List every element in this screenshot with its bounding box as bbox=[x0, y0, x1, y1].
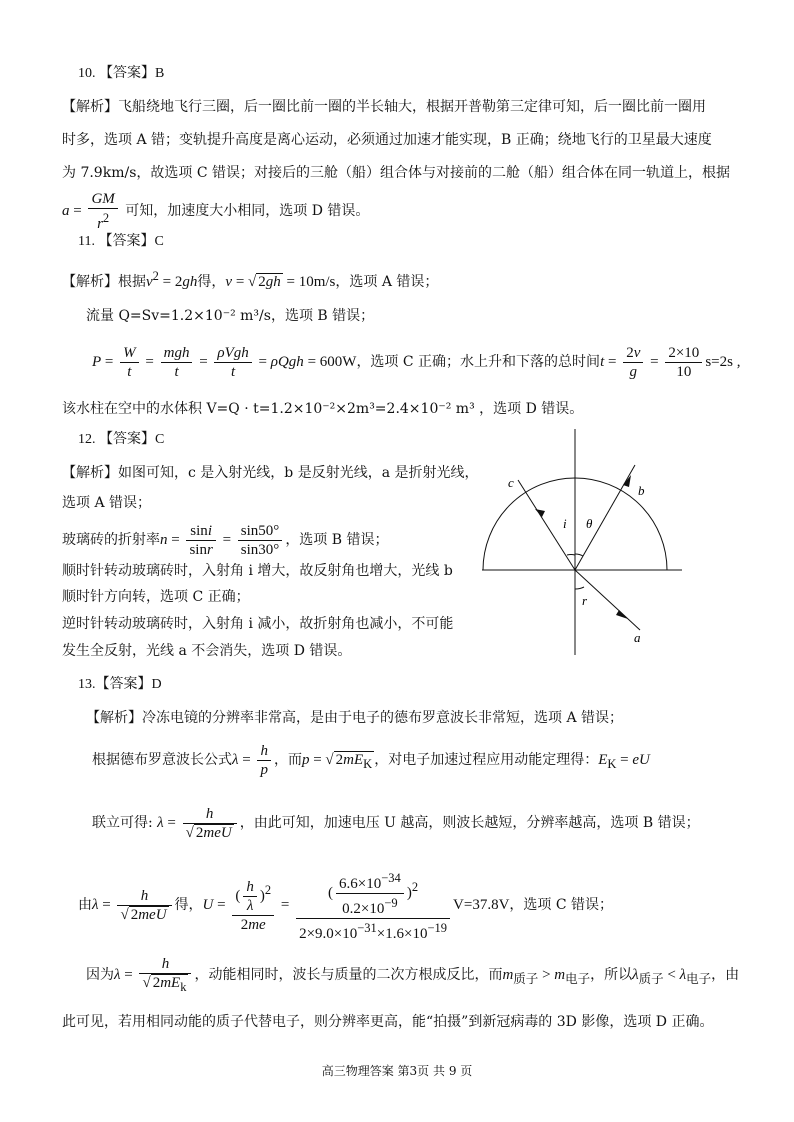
q13-line3-b: ，由此可知，加速电压 U 越高，则波长越短，分辨率越高，选项 B 错误； bbox=[239, 815, 700, 831]
q12-line4: 顺时针转动玻璃砖时，入射角 i 增大，故反射角也增大，光线 b bbox=[62, 563, 453, 579]
q13-line4-a: 由 bbox=[78, 897, 92, 913]
q11-line1-b: 得， bbox=[197, 274, 226, 290]
label-c: c bbox=[508, 475, 514, 490]
q13-line2-b: ，而 bbox=[273, 752, 302, 768]
q11-line1 bbox=[62, 266, 438, 292]
arrow-c-icon bbox=[535, 509, 545, 517]
q13-heading: 13.【答案】D bbox=[78, 677, 162, 692]
q13-line3 bbox=[92, 803, 700, 843]
formula-lambda-compare: $\lambda_{质子} < \lambda_{电子}$ bbox=[632, 967, 712, 986]
q13-line5-a: 因为 bbox=[86, 967, 114, 983]
formula-lambda-u-2: λ = $\frac{h}{\text{√ 2meU}}$ bbox=[92, 897, 175, 913]
formula-momentum: p = √ $2mE_K$ bbox=[301, 752, 373, 771]
formula-total-time: t = $\frac{2v}{g}$ = $\frac{2\times 10}{10}$ s=2s , bbox=[600, 345, 741, 381]
formula-lambda-u: λ = $\frac{h}{\text{√ 2meU}}$ bbox=[157, 815, 240, 831]
formula-power: P = $\frac{W}{t}$ = $\frac{\text{mgh}}{t}$ = $\frac{\text{ρVgh}}{t}$ = ρQgh = 600W bbox=[92, 345, 357, 381]
q13-line6: 此可见，若用相同动能的质子代替电子，则分辨率更高，能“拍摄”到新冠病毒的 3D 影像，选项 D 正确。 bbox=[62, 1014, 714, 1030]
optics-diagram bbox=[470, 425, 690, 660]
q13-line2 bbox=[92, 740, 650, 784]
q12-line3-a: 玻璃砖的折射率 bbox=[62, 532, 160, 548]
q10-line2: 时多，选项 A 错；变轨提升高度是离心运动，必须通过加速才能实现，B 正确；绕地飞行的卫星最大速度 bbox=[62, 132, 712, 148]
q12-line5: 顺时针方向转，选项 C 正确； bbox=[62, 589, 250, 605]
formula-v-sqrt: v = √ 2gh = 10m/s bbox=[225, 274, 336, 290]
q13-line2-c: ，对电子加速过程应用动能定理得： bbox=[374, 752, 599, 768]
label-theta: θ bbox=[586, 516, 593, 531]
q13-line5 bbox=[86, 955, 739, 999]
q12-heading: 12. 【答案】C bbox=[78, 432, 165, 447]
q12-line3-b: ，选项 B 错误； bbox=[285, 532, 389, 548]
q10-line4-text: 可知，加速度大小相同，选项 D 错误。 bbox=[125, 202, 370, 219]
arrow-a-icon bbox=[616, 610, 628, 619]
q12-line3 bbox=[62, 520, 389, 560]
q13-line1: 【解析】冷冻电镜的分辨率非常高，是由于电子的德布罗意波长非常短，选项 A 错误； bbox=[86, 710, 624, 726]
refraction-arc bbox=[575, 587, 584, 589]
q12-line1: 【解析】如图可知，c 是入射光线，b 是反射光线，a 是折射光线， bbox=[62, 465, 479, 481]
q10-line1: 【解析】飞船绕地飞行三圈，后一圈比前一圈的半长轴大，根据开普勒第三定律可知，后一圈比前一圈用 bbox=[62, 99, 706, 115]
formula-voltage: U = ( $\frac{h}{\lambda}$ )$^2$ 2me = ( $\frac{6.6\times 10^{-34}}{0.2\times 10^{-9}}$ )$^2$ $2\times 9.0\times 10^{-31}\times 1.6\times 10^{-19}$ V=37.8V bbox=[202, 870, 510, 942]
formula-gravity-accel: a = $\frac{GM}{r^2}$ bbox=[62, 203, 121, 219]
q12-line2: 选项 A 错误； bbox=[62, 495, 152, 511]
q11-line4: 该水柱在空中的水体积 V=Q · t=1.2×10⁻²×2m³=2.4×10⁻² m³ ，选项 D 错误。 bbox=[62, 401, 584, 417]
q11-line2: 流量 Q=Sv=1.2×10⁻² m³/s，选项 B 错误； bbox=[86, 308, 375, 324]
ray-b bbox=[575, 465, 635, 570]
q13-line5-c: ，所以 bbox=[590, 967, 633, 983]
label-b: b bbox=[638, 483, 645, 498]
arrow-b-icon bbox=[623, 475, 631, 487]
q13-line5-b: ，动能相同时，波长与质量的二次方根成反比，而 bbox=[194, 967, 503, 983]
reflection-arc bbox=[575, 554, 583, 556]
label-i: i bbox=[563, 516, 567, 531]
page-footer: 高三物理答案 第3页 共 9 页 bbox=[321, 1064, 473, 1078]
q10-line3: 为 7.9km/s，故选项 C 错误；对接后的三舱（船）组合体与对接前的二舱（船）组合体在同一轨道上，根据 bbox=[62, 165, 730, 181]
formula-lambda-ek: λ = $\frac{h}{√ 2mE_k}$ bbox=[114, 967, 194, 983]
q11-line1-a: 【解析】根据 bbox=[62, 274, 146, 290]
q13-line5-d: ，由 bbox=[711, 967, 740, 983]
q10-line4 bbox=[62, 190, 369, 233]
label-r: r bbox=[582, 593, 588, 608]
formula-refractive-index: n = $\frac{\sin i}{\sin r}$ = $\frac{\sin 50^\circ}{\sin 30^\circ}$ bbox=[160, 532, 285, 548]
q13-line3-a: 联立可得: bbox=[92, 815, 153, 831]
incidence-arc bbox=[567, 554, 575, 555]
q10-heading: 10. 【答案】B bbox=[78, 66, 165, 81]
q11-line3-text: ，选项 C 正确；水上升和下落的总时间 bbox=[356, 354, 601, 370]
q13-line4-c: ，选项 C 错误； bbox=[509, 897, 614, 913]
q11-heading: 11. 【答案】C bbox=[78, 234, 164, 249]
q12-line6: 逆时针转动玻璃砖时，入射角 i 减小，故折射角也减小，不可能 bbox=[62, 616, 454, 632]
q11-line1-c: ，选项 A 错误； bbox=[335, 274, 439, 290]
q11-line3 bbox=[92, 342, 740, 382]
label-a: a bbox=[634, 630, 641, 645]
q12-line7: 发生全反射，光线 a 不会消失，选项 D 错误。 bbox=[62, 643, 352, 659]
q13-line4-b: 得， bbox=[174, 897, 203, 913]
formula-mass-compare: $m_{质子} > m_{电子}$ bbox=[502, 967, 591, 986]
formula-kinetic-energy: $E_K$ = eU bbox=[598, 752, 650, 771]
formula-de-broglie: λ = $\frac{h}{p}$ bbox=[232, 752, 274, 768]
q13-line2-a: 根据德布罗意波长公式 bbox=[92, 752, 232, 768]
formula-v2-2gh: $v^2 = 2gh$ bbox=[146, 269, 198, 290]
q13-line4 bbox=[78, 868, 613, 943]
